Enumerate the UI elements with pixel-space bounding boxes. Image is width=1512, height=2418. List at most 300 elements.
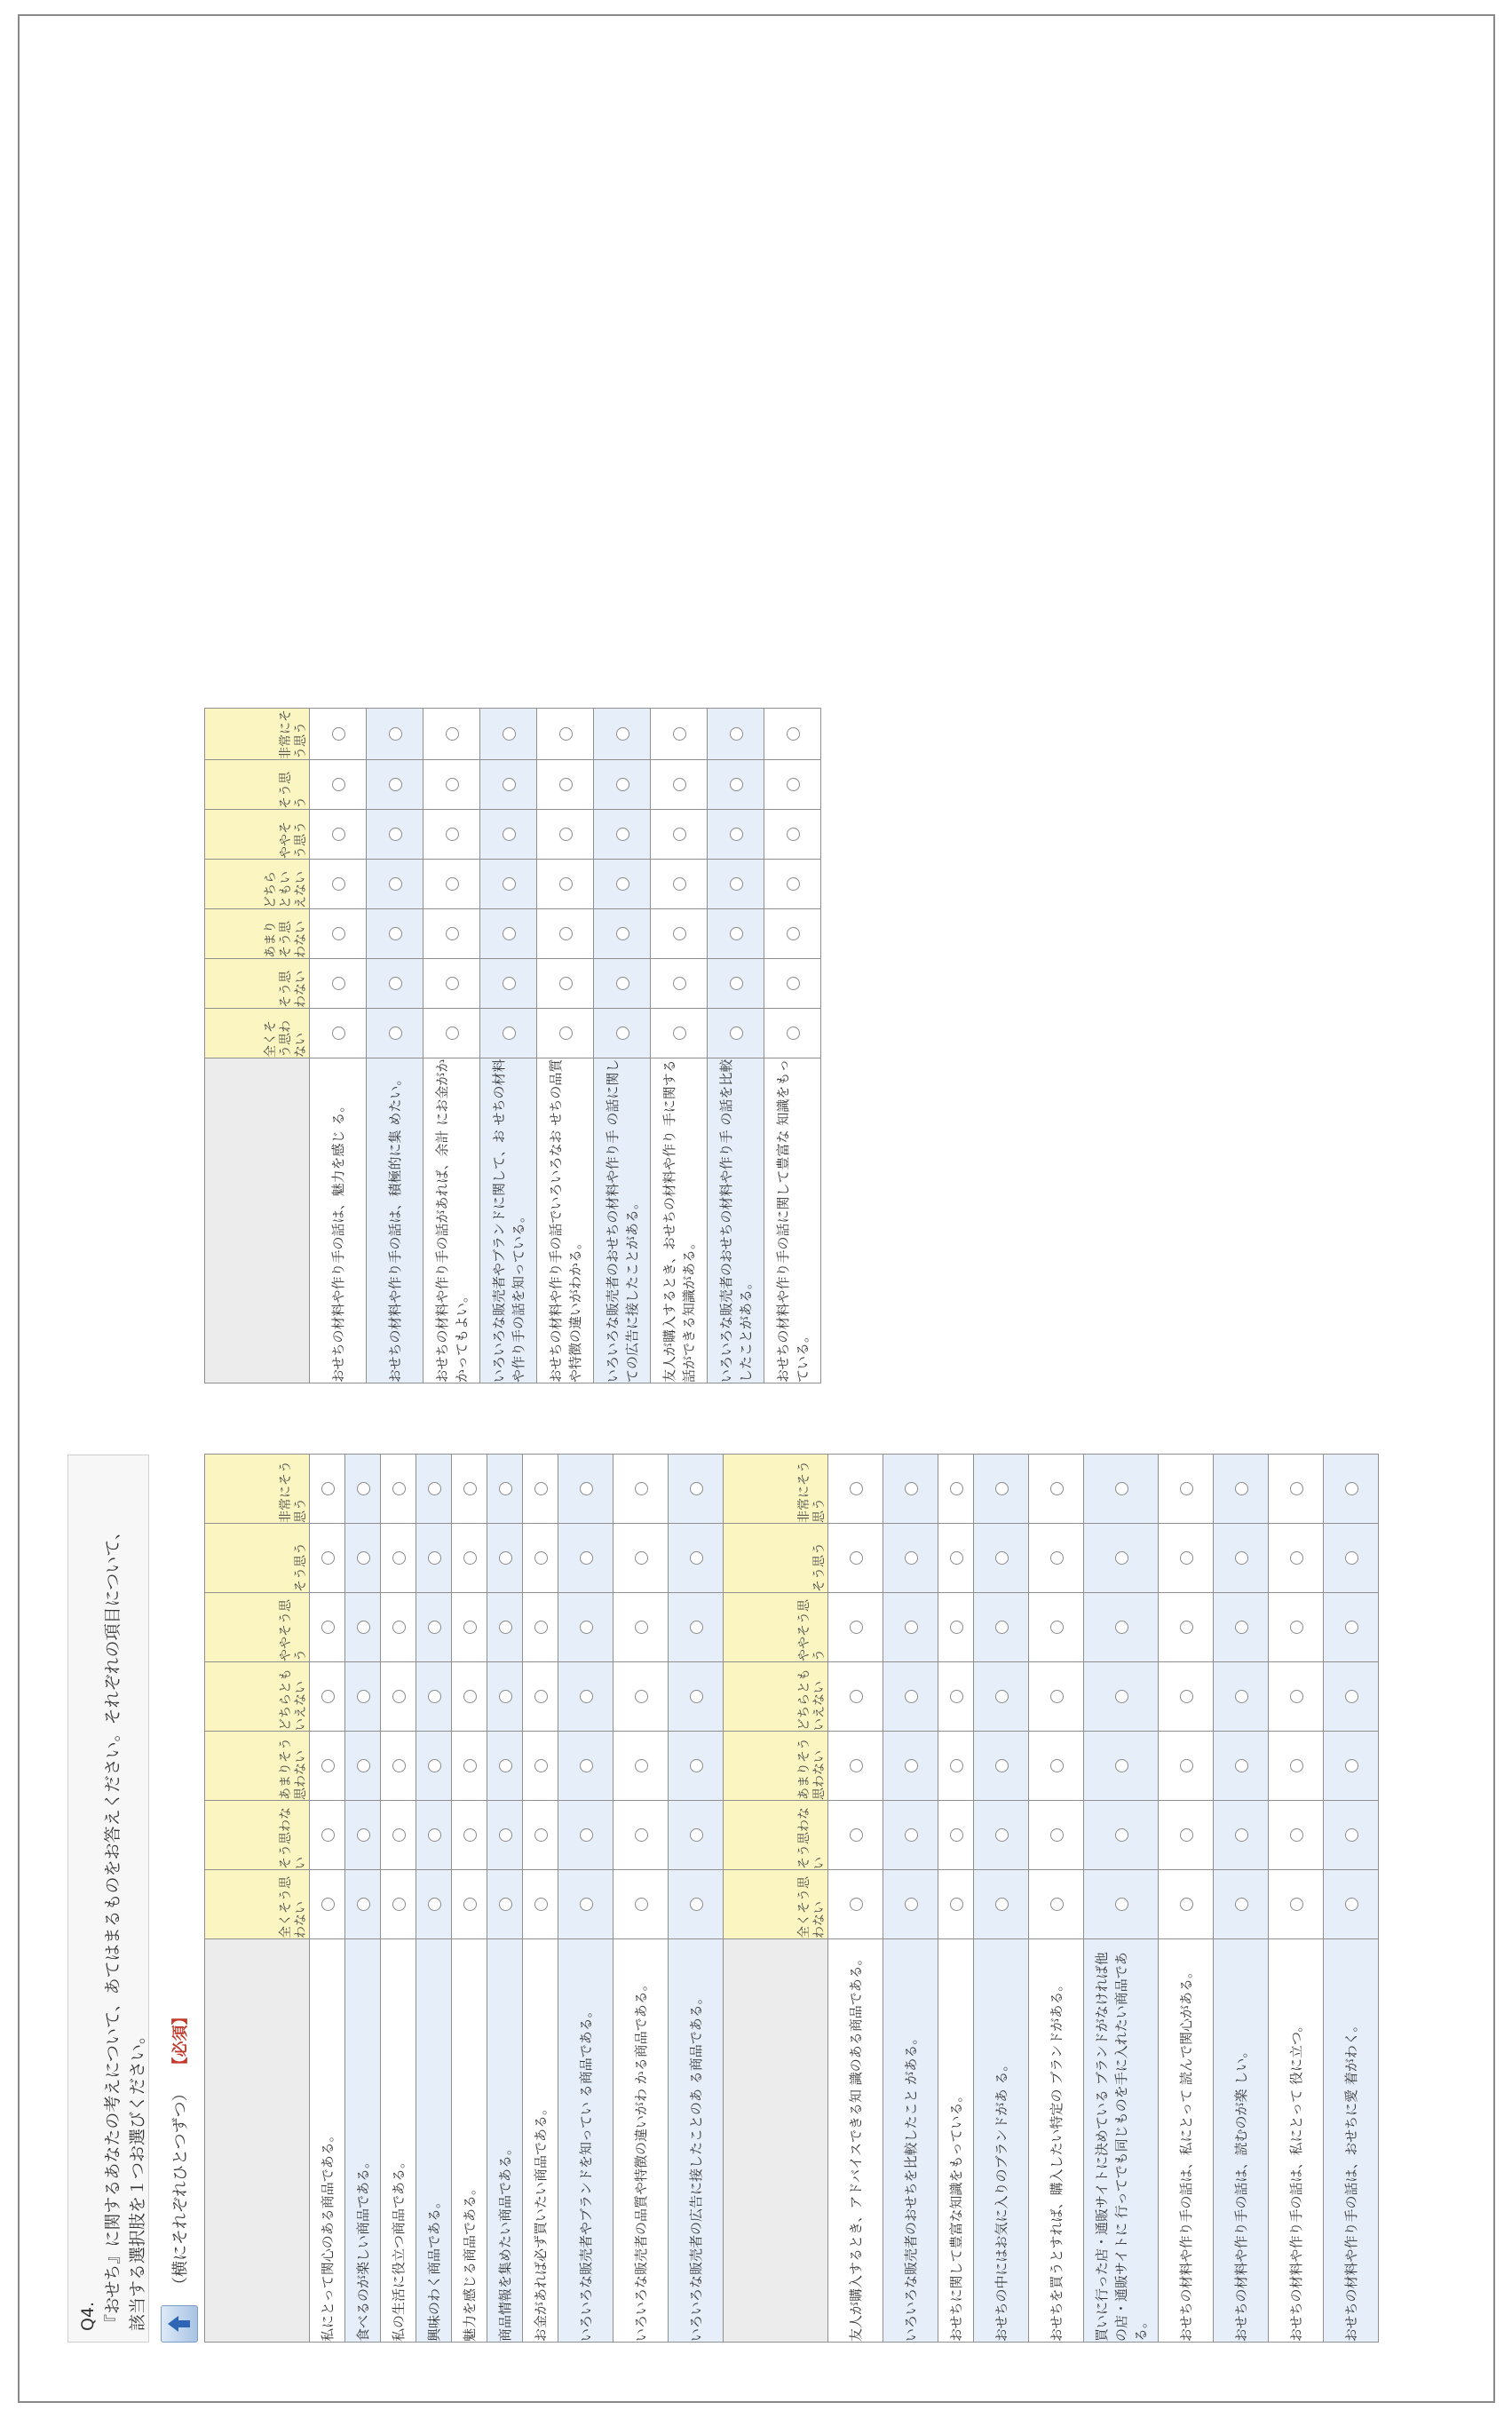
radio-cell[interactable] [558, 1801, 614, 1870]
radio-button[interactable] [635, 1482, 648, 1495]
radio-cell[interactable] [828, 1662, 883, 1732]
radio-button[interactable] [1115, 1482, 1128, 1495]
radio-cell[interactable] [669, 1662, 724, 1732]
radio-button[interactable] [635, 1828, 648, 1842]
radio-button[interactable] [332, 778, 345, 791]
radio-cell[interactable] [537, 909, 594, 959]
radio-cell[interactable] [938, 1455, 974, 1524]
radio-cell[interactable] [523, 1732, 558, 1801]
radio-cell[interactable] [452, 1870, 487, 1939]
radio-button[interactable] [616, 828, 629, 841]
radio-button[interactable] [905, 1551, 918, 1565]
radio-button[interactable] [392, 1690, 406, 1703]
radio-button[interactable] [357, 1482, 370, 1495]
radio-button[interactable] [616, 977, 629, 990]
radio-cell[interactable] [367, 860, 424, 909]
radio-button[interactable] [1050, 1690, 1064, 1703]
radio-cell[interactable] [487, 1455, 523, 1524]
radio-cell[interactable] [1159, 1732, 1214, 1801]
radio-cell[interactable] [651, 760, 708, 810]
radio-button[interactable] [559, 727, 573, 741]
radio-cell[interactable] [1269, 1801, 1324, 1870]
radio-button[interactable] [905, 1898, 918, 1911]
radio-button[interactable] [1345, 1621, 1358, 1634]
radio-button[interactable] [1235, 1621, 1248, 1634]
radio-button[interactable] [392, 1482, 406, 1495]
radio-button[interactable] [321, 1621, 335, 1634]
radio-button[interactable] [673, 977, 686, 990]
radio-button[interactable] [690, 1621, 703, 1634]
radio-cell[interactable] [310, 1009, 367, 1058]
radio-cell[interactable] [487, 1662, 523, 1732]
radio-button[interactable] [690, 1828, 703, 1842]
radio-button[interactable] [559, 927, 573, 940]
radio-button[interactable] [995, 1898, 1009, 1911]
radio-button[interactable] [499, 1759, 512, 1772]
radio-button[interactable] [616, 778, 629, 791]
radio-cell[interactable] [416, 1524, 452, 1593]
radio-button[interactable] [730, 727, 743, 741]
radio-cell[interactable] [614, 1524, 669, 1593]
radio-cell[interactable] [523, 1593, 558, 1662]
radio-button[interactable] [357, 1621, 370, 1634]
radio-button[interactable] [730, 828, 743, 841]
radio-button[interactable] [905, 1828, 918, 1842]
radio-cell[interactable] [381, 1455, 416, 1524]
radio-cell[interactable] [974, 1593, 1029, 1662]
radio-cell[interactable] [1029, 1662, 1084, 1732]
radio-cell[interactable] [651, 959, 708, 1009]
radio-button[interactable] [1235, 1482, 1248, 1495]
radio-cell[interactable] [1084, 1593, 1159, 1662]
radio-cell[interactable] [938, 1662, 974, 1732]
radio-button[interactable] [850, 1759, 863, 1772]
radio-cell[interactable] [424, 1009, 480, 1058]
radio-cell[interactable] [1029, 1732, 1084, 1801]
radio-cell[interactable] [345, 1732, 381, 1801]
radio-button[interactable] [616, 727, 629, 741]
radio-cell[interactable] [537, 860, 594, 909]
radio-cell[interactable] [651, 1009, 708, 1058]
radio-cell[interactable] [424, 860, 480, 909]
radio-button[interactable] [1345, 1898, 1358, 1911]
radio-cell[interactable] [1029, 1870, 1084, 1939]
radio-cell[interactable] [310, 1662, 345, 1732]
radio-cell[interactable] [310, 1593, 345, 1662]
radio-cell[interactable] [1214, 1870, 1269, 1939]
radio-button[interactable] [499, 1690, 512, 1703]
radio-cell[interactable] [669, 1732, 724, 1801]
radio-cell[interactable] [537, 959, 594, 1009]
radio-button[interactable] [428, 1690, 441, 1703]
radio-button[interactable] [446, 977, 459, 990]
radio-cell[interactable] [594, 860, 651, 909]
radio-button[interactable] [332, 877, 345, 891]
radio-button[interactable] [950, 1759, 963, 1772]
radio-cell[interactable] [828, 1593, 883, 1662]
radio-button[interactable] [534, 1621, 548, 1634]
radio-cell[interactable] [974, 1732, 1029, 1801]
radio-cell[interactable] [310, 959, 367, 1009]
radio-cell[interactable] [883, 1524, 938, 1593]
radio-cell[interactable] [345, 1455, 381, 1524]
radio-button[interactable] [446, 727, 459, 741]
radio-cell[interactable] [345, 1870, 381, 1939]
radio-cell[interactable] [708, 909, 764, 959]
radio-button[interactable] [534, 1898, 548, 1911]
radio-button[interactable] [446, 927, 459, 940]
radio-cell[interactable] [708, 860, 764, 909]
radio-cell[interactable] [381, 1662, 416, 1732]
radio-cell[interactable] [614, 1732, 669, 1801]
radio-cell[interactable] [381, 1870, 416, 1939]
radio-button[interactable] [389, 778, 402, 791]
radio-cell[interactable] [669, 1593, 724, 1662]
radio-cell[interactable] [310, 760, 367, 810]
radio-button[interactable] [392, 1551, 406, 1565]
radio-cell[interactable] [452, 1455, 487, 1524]
radio-cell[interactable] [764, 1009, 821, 1058]
radio-button[interactable] [1290, 1551, 1303, 1565]
radio-cell[interactable] [310, 1801, 345, 1870]
radio-cell[interactable] [310, 1524, 345, 1593]
radio-cell[interactable] [764, 959, 821, 1009]
radio-button[interactable] [580, 1828, 593, 1842]
radio-button[interactable] [559, 877, 573, 891]
radio-cell[interactable] [828, 1801, 883, 1870]
radio-cell[interactable] [614, 1870, 669, 1939]
radio-button[interactable] [321, 1551, 335, 1565]
radio-button[interactable] [499, 1551, 512, 1565]
radio-cell[interactable] [1214, 1801, 1269, 1870]
radio-button[interactable] [534, 1482, 548, 1495]
radio-button[interactable] [673, 877, 686, 891]
radio-button[interactable] [1290, 1690, 1303, 1703]
radio-cell[interactable] [594, 760, 651, 810]
radio-button[interactable] [787, 927, 800, 940]
radio-button[interactable] [1235, 1898, 1248, 1911]
radio-cell[interactable] [558, 1455, 614, 1524]
radio-cell[interactable] [1324, 1801, 1379, 1870]
radio-cell[interactable] [424, 959, 480, 1009]
radio-cell[interactable] [537, 760, 594, 810]
radio-cell[interactable] [345, 1593, 381, 1662]
radio-cell[interactable] [381, 1593, 416, 1662]
radio-cell[interactable] [614, 1662, 669, 1732]
radio-cell[interactable] [828, 1870, 883, 1939]
radio-button[interactable] [321, 1690, 335, 1703]
radio-button[interactable] [357, 1759, 370, 1772]
radio-cell[interactable] [938, 1524, 974, 1593]
radio-button[interactable] [503, 828, 516, 841]
radio-cell[interactable] [480, 959, 537, 1009]
radio-cell[interactable] [828, 1455, 883, 1524]
radio-cell[interactable] [1269, 1870, 1324, 1939]
radio-button[interactable] [1290, 1621, 1303, 1634]
radio-button[interactable] [905, 1482, 918, 1495]
radio-button[interactable] [463, 1759, 477, 1772]
radio-button[interactable] [1050, 1482, 1064, 1495]
radio-cell[interactable] [310, 1870, 345, 1939]
radio-cell[interactable] [1214, 1732, 1269, 1801]
radio-cell[interactable] [594, 810, 651, 860]
radio-button[interactable] [1180, 1482, 1193, 1495]
radio-cell[interactable] [537, 1009, 594, 1058]
radio-cell[interactable] [974, 1662, 1029, 1732]
radio-button[interactable] [1180, 1551, 1193, 1565]
radio-button[interactable] [690, 1551, 703, 1565]
radio-button[interactable] [1180, 1828, 1193, 1842]
radio-button[interactable] [389, 977, 402, 990]
radio-button[interactable] [995, 1759, 1009, 1772]
radio-cell[interactable] [416, 1732, 452, 1801]
radio-button[interactable] [1115, 1828, 1128, 1842]
radio-cell[interactable] [1269, 1732, 1324, 1801]
radio-button[interactable] [357, 1690, 370, 1703]
radio-cell[interactable] [883, 1662, 938, 1732]
radio-cell[interactable] [345, 1662, 381, 1732]
radio-cell[interactable] [764, 860, 821, 909]
radio-button[interactable] [950, 1828, 963, 1842]
radio-button[interactable] [635, 1759, 648, 1772]
radio-button[interactable] [905, 1621, 918, 1634]
radio-button[interactable] [357, 1551, 370, 1565]
radio-cell[interactable] [938, 1593, 974, 1662]
radio-cell[interactable] [828, 1732, 883, 1801]
radio-button[interactable] [1050, 1898, 1064, 1911]
radio-cell[interactable] [416, 1593, 452, 1662]
radio-cell[interactable] [938, 1801, 974, 1870]
radio-button[interactable] [392, 1759, 406, 1772]
radio-button[interactable] [673, 927, 686, 940]
radio-button[interactable] [730, 778, 743, 791]
radio-cell[interactable] [669, 1870, 724, 1939]
radio-button[interactable] [463, 1482, 477, 1495]
radio-button[interactable] [580, 1690, 593, 1703]
radio-button[interactable] [463, 1828, 477, 1842]
radio-cell[interactable] [883, 1455, 938, 1524]
radio-cell[interactable] [764, 909, 821, 959]
radio-cell[interactable] [416, 1870, 452, 1939]
radio-cell[interactable] [452, 1732, 487, 1801]
radio-cell[interactable] [487, 1524, 523, 1593]
radio-cell[interactable] [708, 760, 764, 810]
radio-button[interactable] [332, 1027, 345, 1040]
radio-button[interactable] [580, 1551, 593, 1565]
radio-button[interactable] [730, 977, 743, 990]
radio-button[interactable] [559, 828, 573, 841]
radio-button[interactable] [463, 1690, 477, 1703]
radio-button[interactable] [357, 1898, 370, 1911]
radio-button[interactable] [499, 1828, 512, 1842]
radio-cell[interactable] [480, 810, 537, 860]
radio-button[interactable] [616, 927, 629, 940]
radio-button[interactable] [503, 877, 516, 891]
radio-button[interactable] [850, 1621, 863, 1634]
radio-button[interactable] [559, 977, 573, 990]
radio-cell[interactable] [974, 1524, 1029, 1593]
radio-cell[interactable] [310, 810, 367, 860]
radio-button[interactable] [950, 1690, 963, 1703]
radio-button[interactable] [850, 1482, 863, 1495]
radio-button[interactable] [1050, 1828, 1064, 1842]
radio-cell[interactable] [1269, 1662, 1324, 1732]
radio-button[interactable] [503, 1027, 516, 1040]
radio-cell[interactable] [974, 1455, 1029, 1524]
radio-cell[interactable] [558, 1732, 614, 1801]
radio-cell[interactable] [883, 1801, 938, 1870]
radio-button[interactable] [499, 1898, 512, 1911]
radio-button[interactable] [690, 1898, 703, 1911]
radio-cell[interactable] [1159, 1593, 1214, 1662]
radio-button[interactable] [1345, 1482, 1358, 1495]
radio-button[interactable] [428, 1551, 441, 1565]
radio-button[interactable] [446, 1027, 459, 1040]
radio-cell[interactable] [651, 909, 708, 959]
radio-cell[interactable] [345, 1524, 381, 1593]
radio-cell[interactable] [594, 1009, 651, 1058]
radio-cell[interactable] [367, 760, 424, 810]
radio-cell[interactable] [883, 1732, 938, 1801]
radio-button[interactable] [428, 1828, 441, 1842]
radio-button[interactable] [1235, 1759, 1248, 1772]
radio-button[interactable] [463, 1621, 477, 1634]
radio-button[interactable] [616, 877, 629, 891]
radio-cell[interactable] [938, 1870, 974, 1939]
radio-button[interactable] [673, 727, 686, 741]
radio-cell[interactable] [883, 1870, 938, 1939]
radio-cell[interactable] [381, 1801, 416, 1870]
radio-button[interactable] [635, 1621, 648, 1634]
radio-button[interactable] [332, 977, 345, 990]
radio-button[interactable] [1235, 1690, 1248, 1703]
radio-button[interactable] [1345, 1551, 1358, 1565]
radio-cell[interactable] [424, 709, 480, 760]
radio-button[interactable] [446, 828, 459, 841]
radio-button[interactable] [499, 1482, 512, 1495]
radio-button[interactable] [995, 1482, 1009, 1495]
radio-button[interactable] [428, 1759, 441, 1772]
radio-button[interactable] [392, 1828, 406, 1842]
radio-cell[interactable] [938, 1732, 974, 1801]
radio-button[interactable] [389, 727, 402, 741]
radio-button[interactable] [321, 1898, 335, 1911]
radio-cell[interactable] [1084, 1455, 1159, 1524]
radio-button[interactable] [499, 1621, 512, 1634]
radio-button[interactable] [787, 877, 800, 891]
up-arrow-icon[interactable] [161, 2305, 198, 2343]
radio-button[interactable] [534, 1759, 548, 1772]
radio-cell[interactable] [651, 810, 708, 860]
radio-button[interactable] [1115, 1898, 1128, 1911]
radio-cell[interactable] [1084, 1662, 1159, 1732]
radio-button[interactable] [357, 1828, 370, 1842]
radio-button[interactable] [392, 1898, 406, 1911]
radio-cell[interactable] [669, 1455, 724, 1524]
radio-cell[interactable] [381, 1524, 416, 1593]
radio-cell[interactable] [523, 1801, 558, 1870]
radio-cell[interactable] [537, 709, 594, 760]
radio-cell[interactable] [1269, 1524, 1324, 1593]
radio-cell[interactable] [558, 1870, 614, 1939]
radio-cell[interactable] [708, 959, 764, 1009]
radio-button[interactable] [389, 927, 402, 940]
radio-cell[interactable] [480, 909, 537, 959]
radio-cell[interactable] [452, 1801, 487, 1870]
radio-button[interactable] [389, 877, 402, 891]
radio-button[interactable] [1180, 1621, 1193, 1634]
radio-button[interactable] [1180, 1898, 1193, 1911]
radio-button[interactable] [332, 727, 345, 741]
radio-cell[interactable] [1029, 1801, 1084, 1870]
radio-button[interactable] [787, 727, 800, 741]
radio-button[interactable] [321, 1482, 335, 1495]
radio-button[interactable] [534, 1551, 548, 1565]
radio-button[interactable] [635, 1551, 648, 1565]
radio-cell[interactable] [310, 1455, 345, 1524]
radio-cell[interactable] [367, 709, 424, 760]
radio-button[interactable] [1345, 1828, 1358, 1842]
radio-button[interactable] [673, 778, 686, 791]
radio-button[interactable] [1290, 1482, 1303, 1495]
radio-cell[interactable] [1159, 1455, 1214, 1524]
radio-cell[interactable] [523, 1455, 558, 1524]
radio-cell[interactable] [828, 1524, 883, 1593]
radio-button[interactable] [787, 778, 800, 791]
radio-button[interactable] [1115, 1690, 1128, 1703]
radio-button[interactable] [730, 1027, 743, 1040]
radio-cell[interactable] [310, 709, 367, 760]
radio-cell[interactable] [367, 959, 424, 1009]
radio-cell[interactable] [452, 1662, 487, 1732]
radio-cell[interactable] [367, 909, 424, 959]
radio-cell[interactable] [1084, 1524, 1159, 1593]
radio-cell[interactable] [1084, 1870, 1159, 1939]
radio-button[interactable] [534, 1828, 548, 1842]
radio-cell[interactable] [1084, 1732, 1159, 1801]
radio-button[interactable] [580, 1898, 593, 1911]
radio-cell[interactable] [764, 709, 821, 760]
radio-cell[interactable] [1269, 1593, 1324, 1662]
radio-button[interactable] [1345, 1759, 1358, 1772]
radio-button[interactable] [321, 1828, 335, 1842]
radio-button[interactable] [1050, 1621, 1064, 1634]
radio-button[interactable] [534, 1690, 548, 1703]
radio-button[interactable] [690, 1482, 703, 1495]
radio-button[interactable] [995, 1690, 1009, 1703]
radio-cell[interactable] [669, 1524, 724, 1593]
radio-button[interactable] [1290, 1828, 1303, 1842]
radio-cell[interactable] [614, 1801, 669, 1870]
radio-button[interactable] [950, 1551, 963, 1565]
radio-cell[interactable] [1159, 1524, 1214, 1593]
radio-button[interactable] [503, 727, 516, 741]
radio-cell[interactable] [1029, 1524, 1084, 1593]
radio-cell[interactable] [480, 860, 537, 909]
radio-cell[interactable] [1324, 1870, 1379, 1939]
radio-cell[interactable] [614, 1455, 669, 1524]
radio-button[interactable] [332, 927, 345, 940]
radio-cell[interactable] [1214, 1662, 1269, 1732]
radio-button[interactable] [389, 1027, 402, 1040]
radio-cell[interactable] [1324, 1662, 1379, 1732]
radio-button[interactable] [950, 1898, 963, 1911]
radio-cell[interactable] [883, 1593, 938, 1662]
radio-button[interactable] [1115, 1759, 1128, 1772]
radio-button[interactable] [635, 1690, 648, 1703]
radio-cell[interactable] [651, 709, 708, 760]
radio-button[interactable] [559, 1027, 573, 1040]
